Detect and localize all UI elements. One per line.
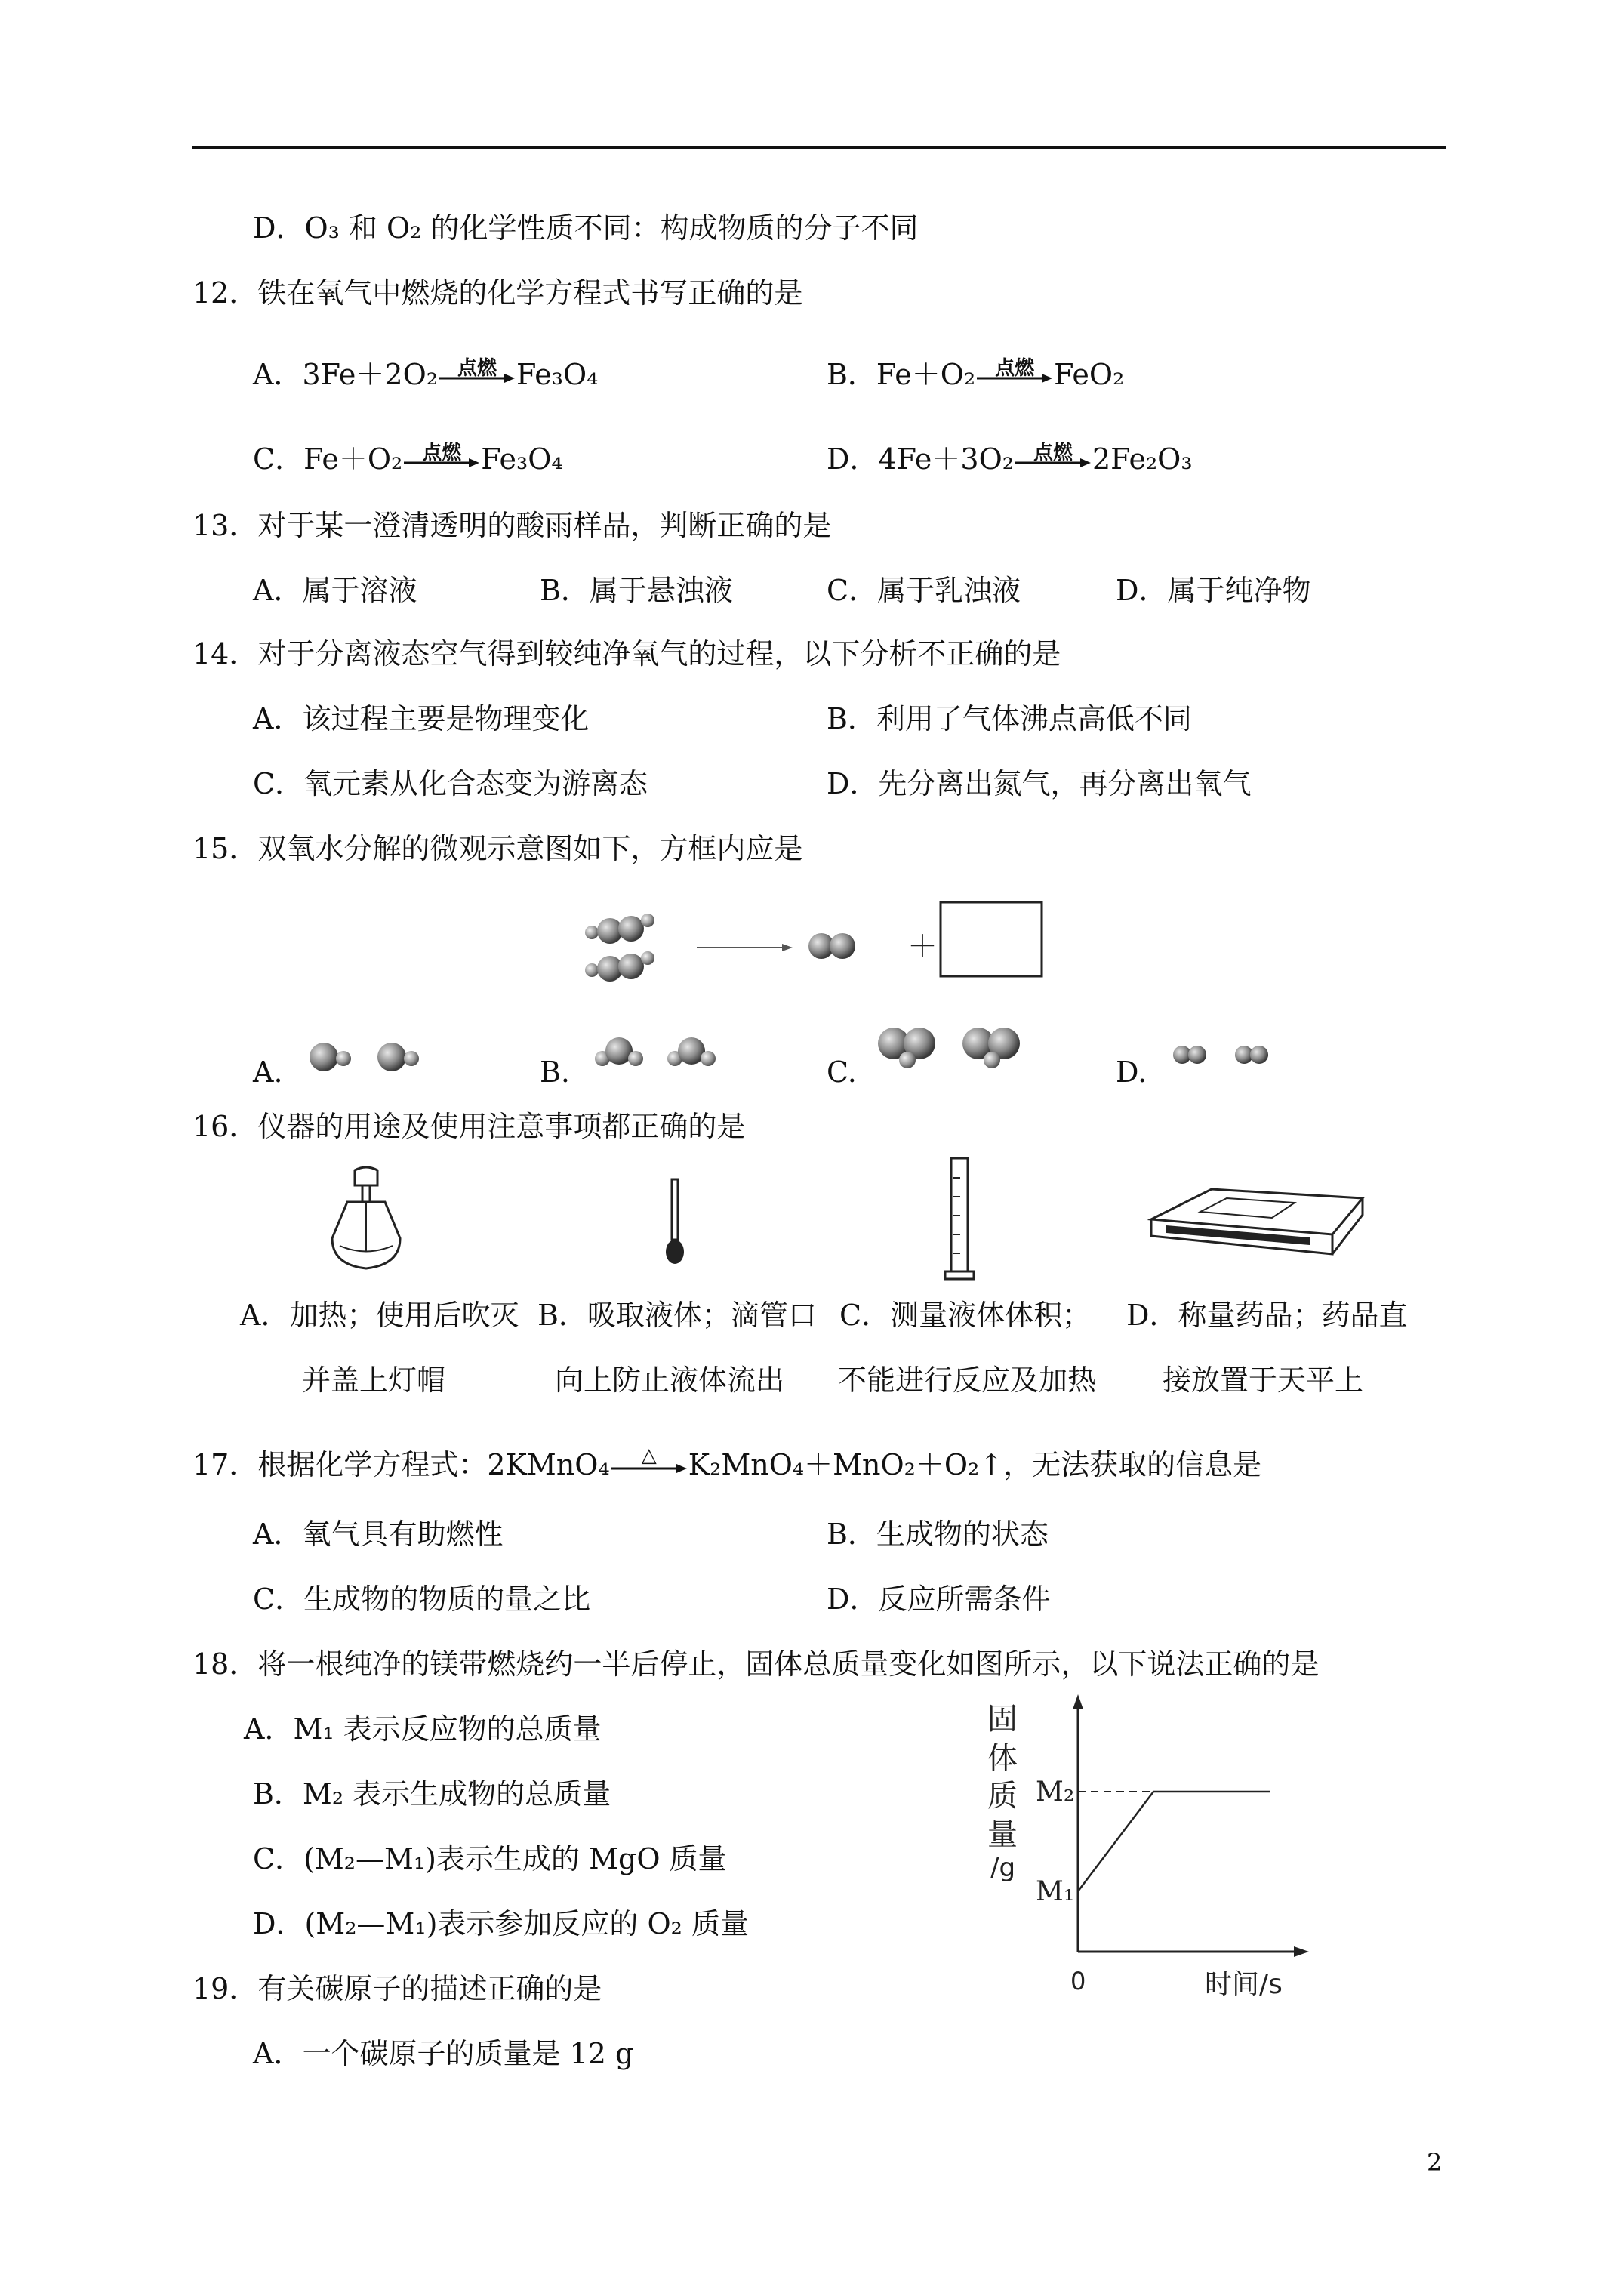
q13-option-a: A．属于溶液 xyxy=(253,574,417,607)
ignite-arrow xyxy=(439,356,515,393)
y-tick-m2: M₂ xyxy=(1036,1777,1075,1808)
answer-box xyxy=(941,902,1042,976)
q18-option-c: C．(M₂—M₁)表示生成的 MgO 质量 xyxy=(253,1842,727,1875)
q16-option-a-line2: 并盖上灯帽 xyxy=(302,1364,446,1397)
h2o2-decomposition-diagram xyxy=(581,895,1049,993)
q12-option-a xyxy=(253,356,598,393)
graduated-cylinder-icon xyxy=(942,1155,980,1284)
q12-stem: 12．铁在氧气中燃烧的化学方程式书写正确的是 xyxy=(192,276,803,310)
series-line xyxy=(1078,1792,1270,1891)
plus-sign: ＋ xyxy=(907,929,938,964)
page-number: 2 xyxy=(1427,2148,1443,2177)
q15-stem: 15．双氧水分解的微观示意图如下，方框内应是 xyxy=(192,832,803,865)
q15-option-d-molecules-icon xyxy=(1169,1038,1304,1076)
x-tick-origin: 0 xyxy=(1070,1967,1086,1996)
q17-option-d: D．反应所需条件 xyxy=(827,1583,1051,1616)
alcohol-lamp-icon xyxy=(325,1163,408,1276)
arrow-label: △ xyxy=(641,1444,657,1467)
q12-option-c xyxy=(253,441,563,477)
q12-a-left: A．3Fe＋2O₂ xyxy=(253,358,438,391)
q13-option-d: D．属于纯净物 xyxy=(1116,574,1311,607)
ignite-arrow xyxy=(977,356,1052,393)
header-rule xyxy=(192,146,1446,149)
q13-stem: 13．对于某一澄清透明的酸雨样品，判断正确的是 xyxy=(192,509,832,542)
x-axis-arrow-icon xyxy=(1294,1946,1309,1957)
arrow-label: 点燃 xyxy=(995,357,1035,380)
q14-option-d: D．先分离出氮气，再分离出氧气 xyxy=(827,767,1252,800)
arrow-icon xyxy=(611,1463,687,1474)
arrow-label: 点燃 xyxy=(422,442,462,464)
q18-option-b: B．M₂ 表示生成物的总质量 xyxy=(253,1777,611,1811)
q12-a-right: Fe₃O₄ xyxy=(516,358,599,391)
q12-d-left: D．4Fe＋3O₂ xyxy=(827,442,1014,476)
q14-option-a: A．该过程主要是物理变化 xyxy=(253,702,590,735)
q15-option-a-molecules-icon xyxy=(306,1033,442,1078)
q12-c-right: Fe₃O₄ xyxy=(481,442,563,476)
q15-option-c-label: C. xyxy=(827,1056,857,1089)
arrow-icon xyxy=(439,373,515,384)
q12-option-b xyxy=(827,356,1124,393)
q11-option-d: D．O₃ 和 O₂ 的化学性质不同：构成物质的分子不同 xyxy=(253,211,919,245)
y-axis-label-char: 量 xyxy=(987,1817,1018,1852)
heat-arrow xyxy=(611,1444,687,1483)
q15-option-b-molecules-icon xyxy=(590,1025,741,1078)
electronic-balance-icon xyxy=(1144,1182,1370,1265)
q12-b-left: B．Fe＋O₂ xyxy=(827,358,976,391)
q17-stem xyxy=(192,1444,1262,1483)
q16-option-c-line2: 不能进行反应及加热 xyxy=(838,1364,1097,1397)
q14-stem: 14．对于分离液态空气得到较纯净氧气的过程，以下分析不正确的是 xyxy=(192,637,1061,670)
q12-option-d xyxy=(827,441,1193,477)
y-axis-unit: /g xyxy=(990,1853,1016,1883)
ignite-arrow xyxy=(1015,441,1091,477)
q16-stem: 16．仪器的用途及使用注意事项都正确的是 xyxy=(192,1110,746,1143)
q18-option-a: A．M₁ 表示反应物的总质量 xyxy=(244,1712,602,1746)
arrow-icon xyxy=(1015,458,1091,468)
q18-option-d: D．(M₂—M₁)表示参加反应的 O₂ 质量 xyxy=(253,1907,749,1940)
q15-option-b-label: B. xyxy=(540,1056,571,1089)
y-axis-label-char: 体 xyxy=(987,1741,1018,1776)
arrow-label: 点燃 xyxy=(1033,442,1073,464)
q18-stem: 18．将一根纯净的镁带燃烧约一半后停止，固体总质量变化如图所示，以下说法正确的是 xyxy=(192,1647,1320,1681)
q15-option-d-label: D. xyxy=(1116,1056,1147,1089)
q17-stem-right: K₂MnO₄＋MnO₂＋O₂↑，无法获取的信息是 xyxy=(688,1448,1262,1481)
o2-molecule-icon xyxy=(808,933,855,959)
dropper-icon xyxy=(657,1178,694,1268)
y-axis-label-char: 固 xyxy=(987,1702,1018,1737)
q17-option-c: C．生成物的物质的量之比 xyxy=(253,1583,591,1616)
q12-d-right: 2Fe₂O₃ xyxy=(1092,442,1193,476)
q16-option-c-line1: C．测量液体体积； xyxy=(839,1299,1092,1332)
q16-option-a-line1: A．加热；使用后吹灭 xyxy=(240,1299,519,1332)
q17-option-a: A．氧气具有助燃性 xyxy=(253,1518,504,1551)
q16-option-d-line2: 接放置于天平上 xyxy=(1163,1364,1364,1397)
q15-option-c-molecules-icon xyxy=(876,1019,1064,1080)
q19-option-a: A．一个碳原子的质量是 12 g xyxy=(253,2037,634,2070)
q17-option-b: B．生成物的状态 xyxy=(827,1518,1049,1551)
q16-option-d-line1: D．称量药品；药品直 xyxy=(1126,1299,1408,1332)
y-axis-arrow-icon xyxy=(1073,1694,1083,1709)
x-axis-label: 时间/s xyxy=(1205,1969,1283,2000)
q13-option-c: C．属于乳浊液 xyxy=(827,574,1021,607)
arrow-label: 点燃 xyxy=(457,357,497,380)
arrow-icon xyxy=(404,458,479,468)
arrow-icon xyxy=(977,373,1052,384)
y-axis-label-char: 质 xyxy=(987,1779,1018,1814)
h2o2-molecule-icon xyxy=(585,951,654,982)
q16-option-b-line1: B．吸取液体；滴管口 xyxy=(537,1299,817,1332)
h2o2-molecule-icon xyxy=(585,914,654,944)
q14-option-c: C．氧元素从化合态变为游离态 xyxy=(253,767,648,800)
q12-c-left: C．Fe＋O₂ xyxy=(253,442,403,476)
q19-stem: 19．有关碳原子的描述正确的是 xyxy=(192,1972,602,2005)
q15-option-a-label: A. xyxy=(253,1056,283,1089)
y-tick-m1: M₁ xyxy=(1036,1876,1075,1907)
q16-option-b-line2: 向上防止液体流出 xyxy=(555,1364,785,1397)
q14-option-b: B．利用了气体沸点高低不同 xyxy=(827,702,1192,735)
ignite-arrow xyxy=(404,441,479,477)
reaction-arrow-icon xyxy=(697,944,793,951)
q13-option-b: B．属于悬浊液 xyxy=(540,574,733,607)
mass-time-chart xyxy=(974,1691,1321,2008)
q17-stem-left: 17．根据化学方程式：2KMnO₄ xyxy=(192,1448,610,1481)
q12-b-right: FeO₂ xyxy=(1054,358,1125,391)
